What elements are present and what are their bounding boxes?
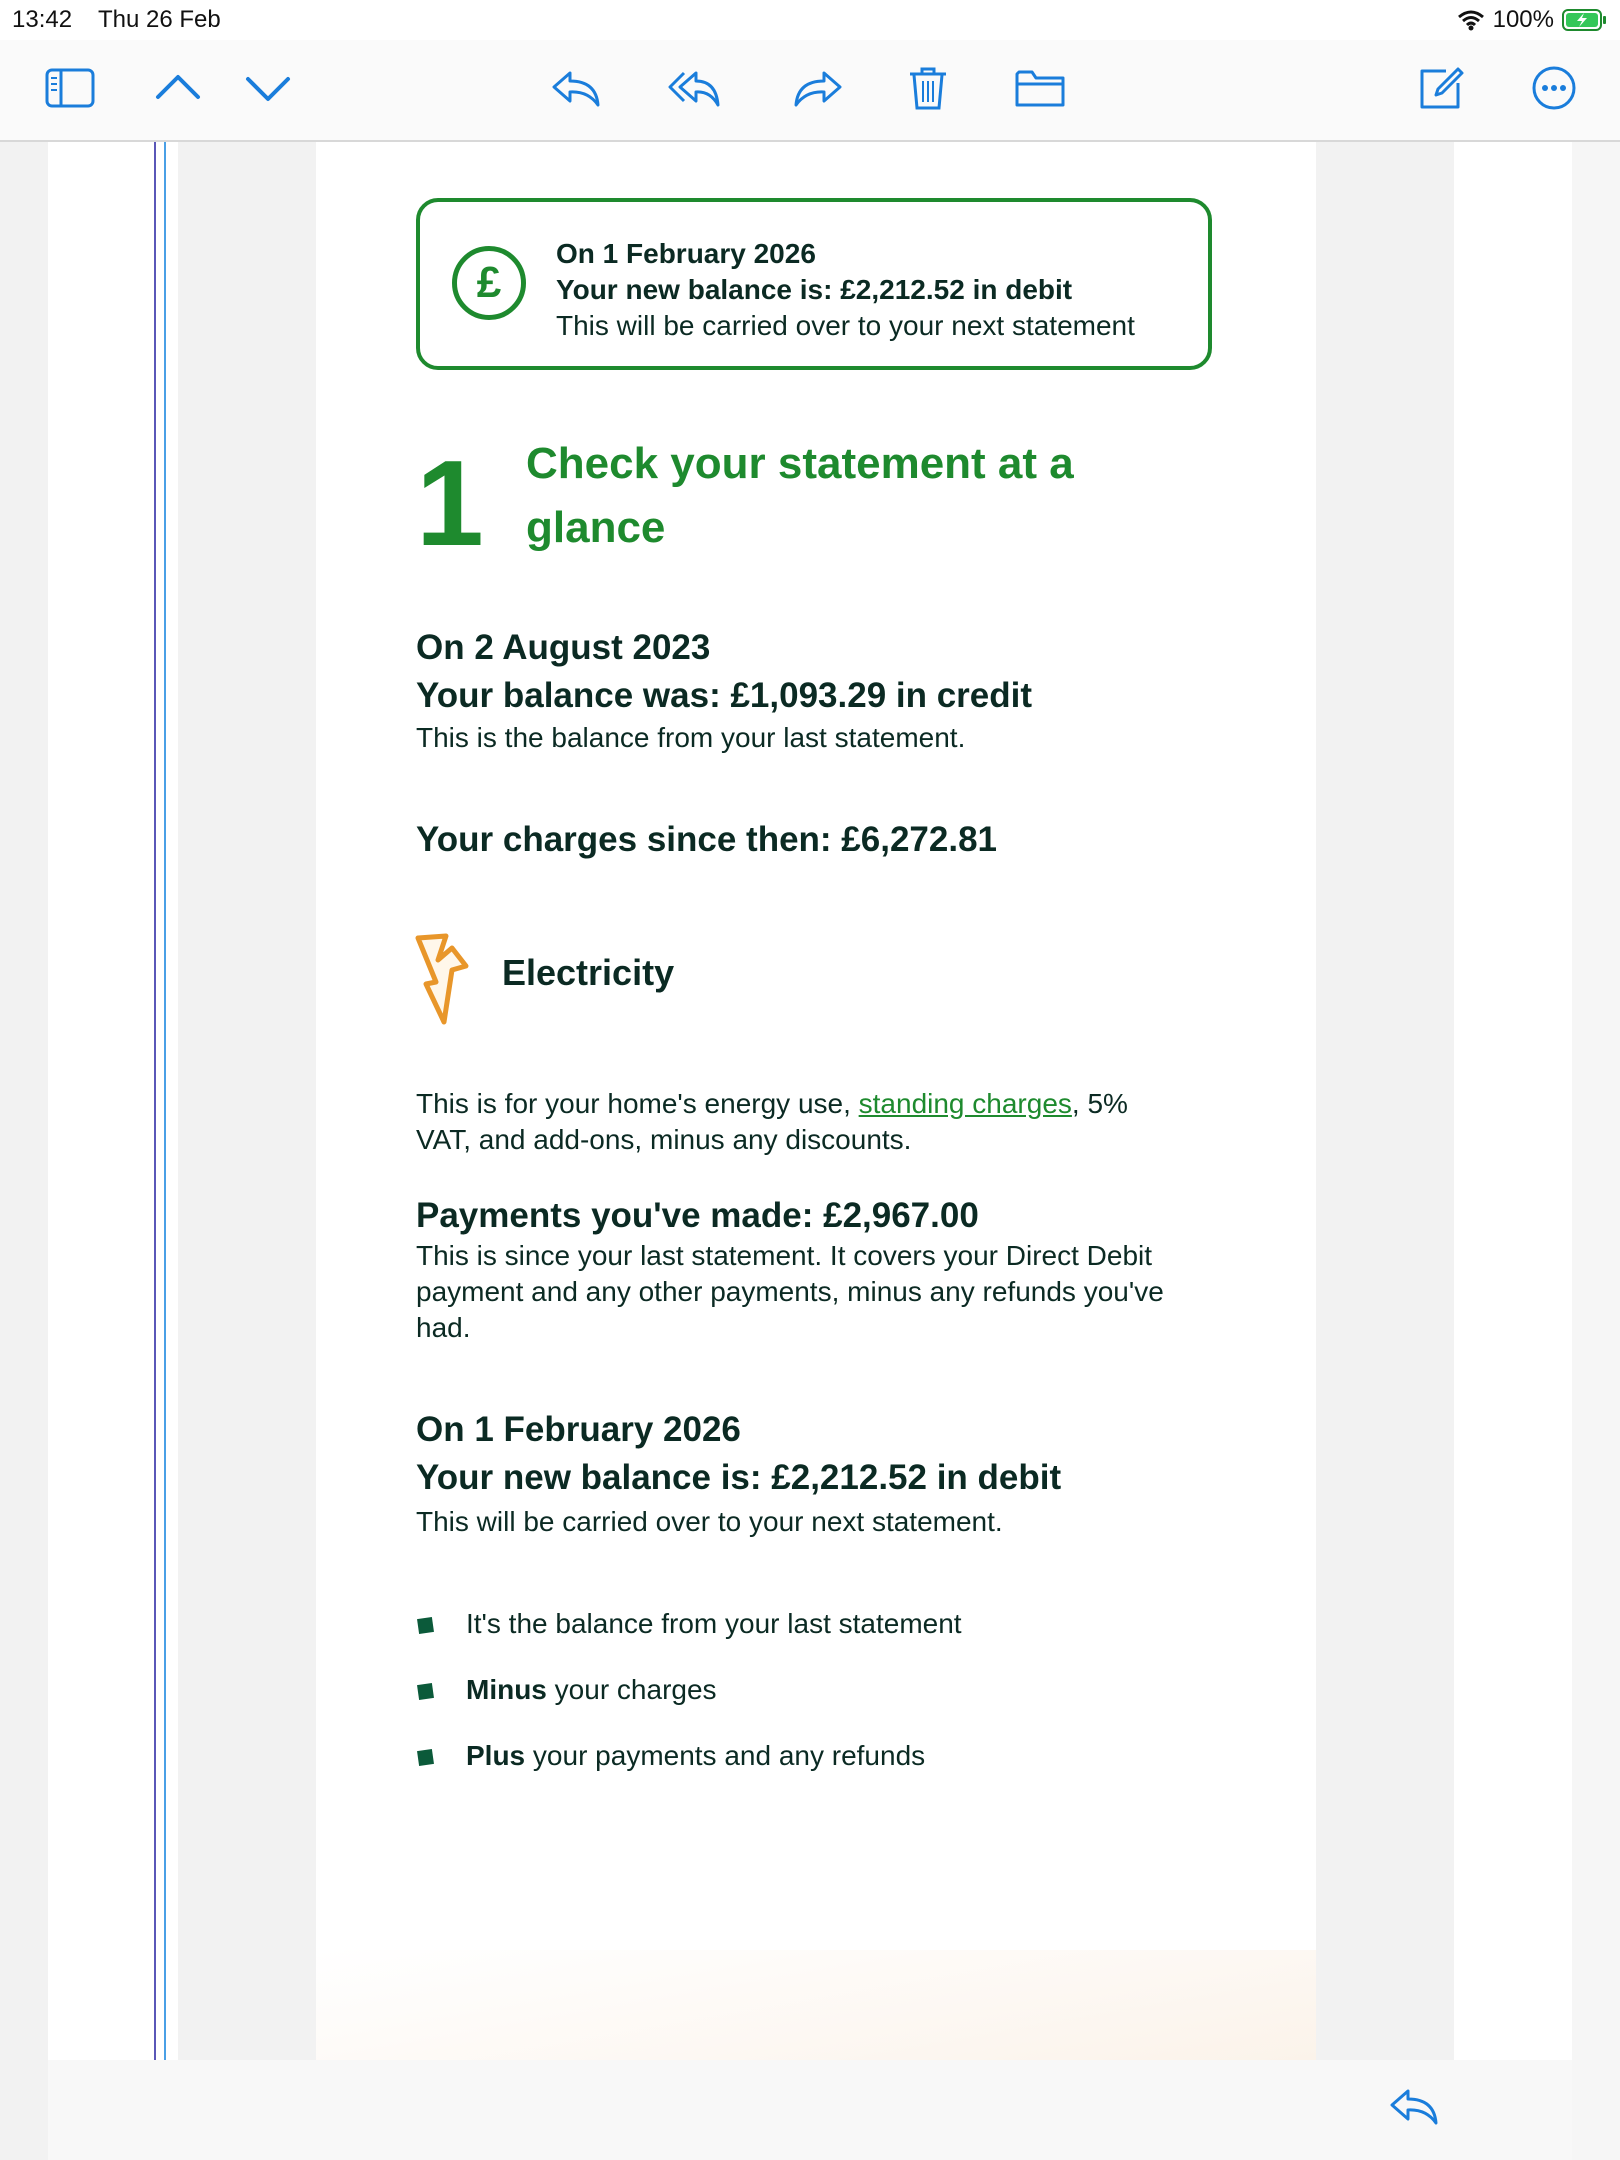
folder-icon <box>1014 65 1066 111</box>
trash-button[interactable] <box>898 62 958 114</box>
sidebar-toggle-button[interactable] <box>40 62 100 114</box>
bullet-bold: Plus <box>466 1740 526 1771</box>
status-right <box>1457 6 1608 34</box>
trash-icon <box>902 65 954 111</box>
standing-charges-link[interactable]: standing charges <box>858 1088 1072 1119</box>
electricity-desc-part1: This is for your home's energy use, <box>416 1088 859 1119</box>
email-gutter-right <box>1316 142 1454 2060</box>
bullet-square-icon <box>417 1617 434 1634</box>
lightning-bolt-icon <box>412 930 476 1030</box>
more-actions-button[interactable] <box>1524 62 1584 114</box>
pound-icon: £ <box>452 246 526 320</box>
thread-line-secondary <box>164 142 166 2060</box>
reply-all-icon <box>668 65 720 111</box>
previous-message-button[interactable] <box>148 62 208 114</box>
bullet-bold: Minus <box>466 1674 547 1705</box>
chevron-down-icon <box>242 65 294 111</box>
new-balance-note: This will be carried over to your next statement. <box>416 1506 1003 1537</box>
bottom-reply-button[interactable] <box>1384 2080 1444 2132</box>
reply-button[interactable] <box>546 62 606 114</box>
summary-balance: Your new balance is: £2,212.52 in debit <box>556 274 1073 305</box>
mail-toolbar <box>0 40 1620 142</box>
forward-icon <box>792 65 844 111</box>
electricity-description <box>416 1086 1128 1158</box>
compose-button[interactable] <box>1412 62 1472 114</box>
reply-icon <box>1388 2083 1440 2129</box>
payments-description <box>416 1238 1164 1346</box>
left-margin <box>0 142 48 2160</box>
battery-percent: 100% <box>1492 6 1554 33</box>
previous-balance-date: On 2 August 2023 <box>416 628 711 667</box>
payments-line-3: had. <box>416 1312 471 1343</box>
summary-date: On 1 February 2026 <box>556 238 816 269</box>
bullet-square-icon <box>417 1749 434 1766</box>
summary-note: This will be carried over to your next statement <box>556 310 1135 341</box>
status-bar <box>0 0 1620 40</box>
new-balance-date: On 1 February 2026 <box>416 1410 741 1449</box>
reply-all-button[interactable] <box>664 62 724 114</box>
electricity-desc-part3: VAT, and add-ons, minus any discounts. <box>416 1124 912 1155</box>
electricity-label: Electricity <box>502 952 675 993</box>
payments-line-1: This is since your last statement. It covers your Direct Debit <box>416 1240 1153 1271</box>
battery-icon <box>1562 8 1608 32</box>
thread-line <box>154 142 156 2060</box>
next-message-button[interactable] <box>238 62 298 114</box>
bullet-square-icon <box>417 1683 434 1700</box>
right-margin <box>1572 142 1620 2160</box>
payments-line-2: payment and any other payments, minus any refunds you've <box>416 1276 1164 1307</box>
email-body <box>316 142 1316 2060</box>
bullet-text: your charges <box>546 1674 717 1705</box>
charges-heading: Your charges since then: £6,272.81 <box>416 820 998 859</box>
status-date: Thu 26 Feb <box>98 6 221 33</box>
balance-summary-card <box>416 198 1212 370</box>
section-title: Check your statement at a glance <box>526 439 1074 552</box>
chevron-up-icon <box>152 65 204 111</box>
section-number: 1 <box>416 435 484 571</box>
email-gutter-left <box>178 142 316 2060</box>
new-balance: Your new balance is: £2,212.52 in debit <box>416 1458 1062 1497</box>
status-time: 13:42 <box>12 6 73 33</box>
compose-icon <box>1416 65 1468 111</box>
previous-balance: Your balance was: £1,093.29 in credit <box>416 676 1033 715</box>
sidebar-icon <box>44 65 96 111</box>
previous-balance-note: This is the balance from your last statement. <box>416 722 966 753</box>
move-to-folder-button[interactable] <box>1010 62 1070 114</box>
reply-icon <box>550 65 602 111</box>
bullet-text: It's the balance from your last statement <box>466 1608 962 1639</box>
bullet-text: your payments and any refunds <box>525 1740 926 1771</box>
more-icon <box>1528 65 1580 111</box>
forward-button[interactable] <box>788 62 848 114</box>
electricity-desc-part2: , 5% <box>1071 1088 1128 1119</box>
bottom-bar <box>48 2060 1572 2160</box>
wifi-icon <box>1457 9 1485 31</box>
payments-heading: Payments you've made: £2,967.00 <box>416 1196 979 1235</box>
footer-fade <box>316 1950 1316 2060</box>
